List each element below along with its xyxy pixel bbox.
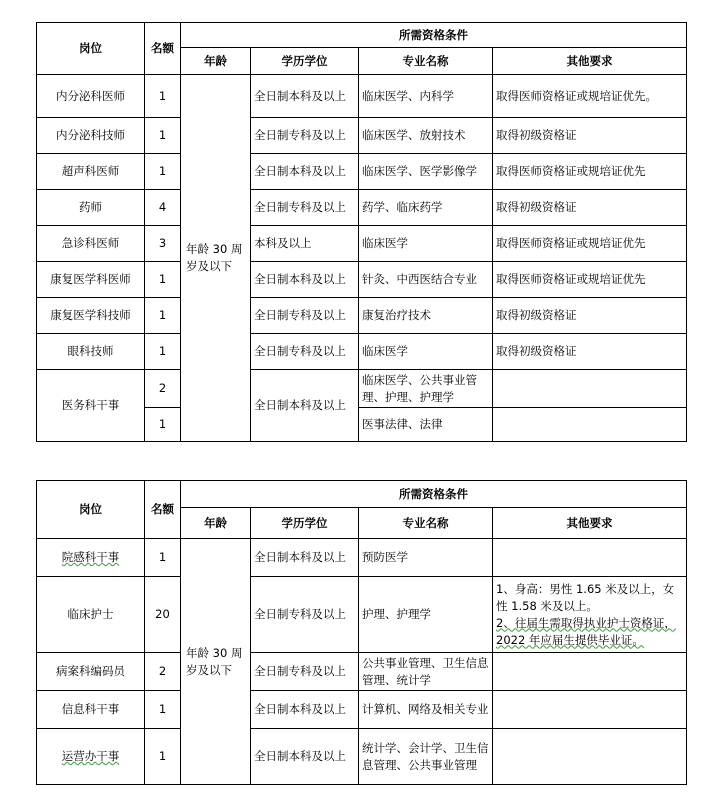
- header-quota: 名额: [145, 23, 181, 75]
- other-cell: [493, 577, 687, 653]
- header-other: 其他要求: [493, 508, 687, 539]
- recruitment-table-1: [36, 22, 687, 442]
- quota-cell: 1: [145, 298, 181, 334]
- education-cell: 全日制本科及以上: [251, 262, 359, 298]
- header-other: 其他要求: [493, 48, 687, 75]
- position-text: 院感科干事: [61, 550, 120, 564]
- major-cell: 临床医学、医学影像学: [359, 154, 493, 190]
- other-cell: [493, 653, 687, 691]
- table-row: [37, 75, 687, 118]
- other-cell: 取得初级资格证: [493, 298, 687, 334]
- table-row: [37, 334, 687, 370]
- table-row: [37, 190, 687, 226]
- education-cell: 全日制专科及以上: [251, 653, 359, 691]
- education-cell: 全日制本科及以上: [251, 539, 359, 577]
- position-cell: 临床护士: [37, 577, 145, 653]
- header-requirements: 所需资格条件: [181, 23, 687, 48]
- header-education: 学历学位: [251, 48, 359, 75]
- header-age: 年龄: [181, 48, 251, 75]
- other-cell: [493, 729, 687, 785]
- major-cell: 公共事业管理、卫生信息管理、统计学: [359, 653, 493, 691]
- age-cell: 年龄 30 周岁及以下: [181, 75, 251, 442]
- table-row: [37, 691, 687, 729]
- education-cell: 全日制本科及以上: [251, 691, 359, 729]
- table-row: [37, 577, 687, 653]
- education-cell: 全日制专科及以上: [251, 118, 359, 154]
- position-cell: [37, 539, 145, 577]
- quota-cell: 1: [145, 408, 181, 442]
- other-cell: 取得初级资格证: [493, 334, 687, 370]
- table-row: [37, 539, 687, 577]
- position-cell: 药师: [37, 190, 145, 226]
- major-cell: 统计学、会计学、卫生信息管理、公共事业管理: [359, 729, 493, 785]
- quota-cell: 1: [145, 118, 181, 154]
- other-cell: 取得初级资格证: [493, 190, 687, 226]
- major-cell: 针灸、中西医结合专业: [359, 262, 493, 298]
- quota-cell: 2: [145, 653, 181, 691]
- other-cell: 取得医师资格证或规培证优先。: [493, 75, 687, 118]
- header-major: 专业名称: [359, 508, 493, 539]
- major-cell: 医事法律、法律: [359, 408, 493, 442]
- quota-cell: 20: [145, 577, 181, 653]
- quota-cell: 3: [145, 226, 181, 262]
- major-cell: 临床医学、内科学: [359, 75, 493, 118]
- education-cell: 全日制本科及以上: [251, 370, 359, 442]
- quota-cell: 4: [145, 190, 181, 226]
- header-quota: 名额: [145, 481, 181, 539]
- education-cell: 全日制本科及以上: [251, 154, 359, 190]
- age-cell: 年龄 30 周岁及以下: [181, 539, 251, 785]
- quota-cell: 2: [145, 370, 181, 408]
- header-major: 专业名称: [359, 48, 493, 75]
- education-cell: 全日制本科及以上: [251, 75, 359, 118]
- education-cell: 本科及以上: [251, 226, 359, 262]
- table-row: [37, 370, 687, 408]
- header-education: 学历学位: [251, 508, 359, 539]
- other-cell: [493, 539, 687, 577]
- quota-cell: 1: [145, 539, 181, 577]
- quota-cell: 1: [145, 729, 181, 785]
- other-cell: [493, 408, 687, 442]
- position-cell: [37, 729, 145, 785]
- other-cell: 取得医师资格证或规培证优先: [493, 262, 687, 298]
- other-cell: 取得初级资格证: [493, 118, 687, 154]
- header-position: 岗位: [37, 23, 145, 75]
- education-cell: 全日制专科及以上: [251, 334, 359, 370]
- other-cell: [493, 691, 687, 729]
- table-row: [37, 154, 687, 190]
- quota-cell: 1: [145, 334, 181, 370]
- table-row: [37, 262, 687, 298]
- position-text: 运营办干事: [61, 749, 120, 763]
- other-cell: 取得医师资格证或规培证优先: [493, 226, 687, 262]
- education-cell: 全日制本科及以上: [251, 729, 359, 785]
- major-cell: 临床医学: [359, 334, 493, 370]
- position-cell: 超声科医师: [37, 154, 145, 190]
- header-position: 岗位: [37, 481, 145, 539]
- position-cell: 内分泌科医师: [37, 75, 145, 118]
- position-cell: 病案科编码员: [37, 653, 145, 691]
- education-cell: 全日制专科及以上: [251, 577, 359, 653]
- table-row: [37, 118, 687, 154]
- position-cell: 眼科技师: [37, 334, 145, 370]
- table-row: [37, 298, 687, 334]
- major-cell: 护理、护理学: [359, 577, 493, 653]
- quota-cell: 1: [145, 75, 181, 118]
- quota-cell: 1: [145, 691, 181, 729]
- quota-cell: 1: [145, 154, 181, 190]
- table-row: [37, 653, 687, 691]
- major-cell: 计算机、网络及相关专业: [359, 691, 493, 729]
- header-requirements: 所需资格条件: [181, 481, 687, 508]
- table-row: [37, 729, 687, 785]
- position-cell: 急诊科医师: [37, 226, 145, 262]
- nurse-requirement-license: 2、往届生需取得执业护士资格证，2022 年应届生提供毕业证。: [496, 615, 676, 647]
- header-age: 年龄: [181, 508, 251, 539]
- other-cell: [493, 370, 687, 408]
- education-cell: 全日制专科及以上: [251, 298, 359, 334]
- major-cell: 临床医学: [359, 226, 493, 262]
- major-cell: 药学、临床药学: [359, 190, 493, 226]
- major-cell: 临床医学、放射技术: [359, 118, 493, 154]
- position-cell: 康复医学科医师: [37, 262, 145, 298]
- table-row: [37, 226, 687, 262]
- position-cell: 信息科干事: [37, 691, 145, 729]
- position-cell: 康复医学科技师: [37, 298, 145, 334]
- position-cell: 医务科干事: [37, 370, 145, 442]
- recruitment-table-2: [36, 480, 687, 785]
- major-cell: 临床医学、公共事业管理、护理、护理学: [359, 370, 493, 408]
- major-cell: 康复治疗技术: [359, 298, 493, 334]
- major-cell: 预防医学: [359, 539, 493, 577]
- position-cell: 内分泌科技师: [37, 118, 145, 154]
- education-cell: 全日制专科及以上: [251, 190, 359, 226]
- quota-cell: 1: [145, 262, 181, 298]
- nurse-requirement-height: 1、身高：男性 1.65 米及以上，女性 1.58 米及以上。: [496, 581, 675, 613]
- other-cell: 取得医师资格证或规培证优先: [493, 154, 687, 190]
